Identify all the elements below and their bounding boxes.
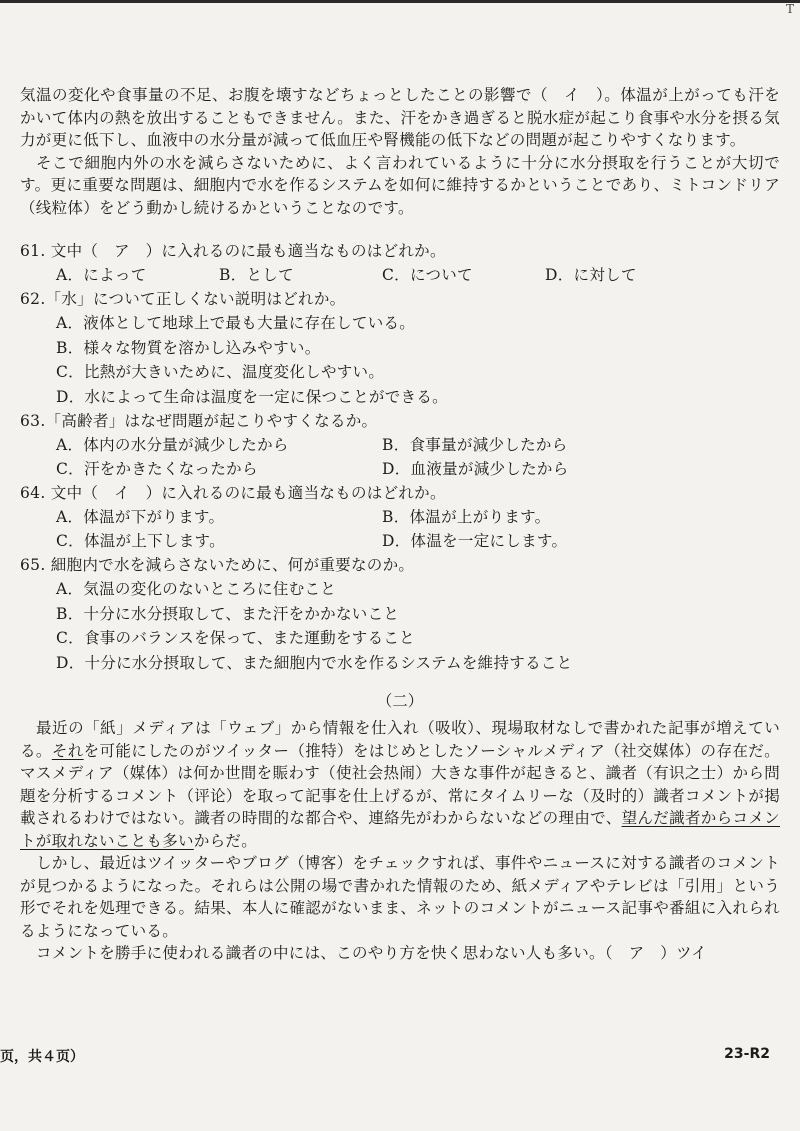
question-64-options-row-2 [20, 529, 780, 553]
question-63-option-c[interactable]: C．汗をかきたくなったから [56, 460, 258, 478]
question-63-option-a[interactable]: A．体内の水分量が減少したから [56, 436, 289, 454]
passage2-paragraph-3: コメントを勝手に使われる識者の中には、このやり方を快く思わない人も多い。（ ア ）ツイ [36, 944, 707, 962]
question-61-option-d[interactable]: D．に対して [545, 266, 637, 284]
question-61-option-a[interactable]: A．によって [56, 266, 147, 284]
question-64-stem: 64. 文中（ イ ）に入れるのに最も適当なものはどれか。 [20, 484, 446, 502]
question-64-option-b[interactable]: B．体温が上がります。 [382, 508, 551, 526]
scan-top-edge [0, 0, 800, 3]
question-63-option-d[interactable]: D．血液量が減少したから [382, 460, 569, 478]
question-64-options-row-1 [20, 505, 780, 529]
question-62-option-d[interactable]: D．水によって生命は温度を一定に保つことができる。 [56, 387, 448, 406]
footer-exam-code: 23-R2 [724, 1046, 770, 1062]
passage2-paragraph-2: しかし、最近はツイッターやブログ（博客）をチェックすれば、事件やニュースに対する識者のコメントが見つかるようになった。それらは公開の場で書かれた情報のため、紙メディアやテレビは「引用」という形でそれを処理できる。結果、本人に確認がないまま、ネットのコメントがニュース記事や番組に入れられるようになっている。 [20, 854, 780, 940]
question-65-option-a[interactable]: A．気温の変化のないところに住むこと [56, 580, 337, 598]
question-63-options-row-2 [20, 457, 780, 481]
exam-page [20, 84, 780, 965]
passage2-text-b: を可能にしたのがツイッター（推特）をはじめとしたソーシャルメディア（社交媒体）の存在だ。マスメディア（媒体）は何か世間を賑わす（使社会热闹）大きな事件が起きると、識者（有识之士）から問題を分析するコメント（评论）を取って記事を仕上げるが、常にタイムリーな（及时的）識者コメントが掲載されるわけではない。識者の時間的な都合や、連絡先がわからないなどの理由で、 [20, 741, 780, 827]
question-62-option-c[interactable]: C．比熱が大きいために、温度変化しやすい。 [56, 363, 385, 381]
question-64-option-d[interactable]: D．体温を一定にします。 [382, 532, 568, 550]
underlined-phrase: 望んだ識者からコメントが取れないことも多い [20, 809, 780, 850]
underlined-sore: それ [51, 741, 84, 760]
passage2-paragraph-1 [20, 717, 780, 852]
question-63-options-row-1 [20, 433, 780, 457]
question-65-option-c[interactable]: C．食事のバランスを保って、また運動をすること [56, 629, 415, 647]
question-61-options [20, 263, 780, 287]
question-65-option-b[interactable]: B．十分に水分摂取して、また汗をかかないこと [56, 604, 400, 623]
passage2-text-a: 最近の「紙」メディアは「ウェブ」から情報を仕入れ（吸收）、現場取材なしで書かれた記事が増えている。 [20, 719, 780, 760]
question-65-option-d[interactable]: D．十分に水分摂取して、また細胞内で水を作るシステムを維持すること [56, 653, 573, 672]
question-62-option-a[interactable]: A．液体として地球上で最も大量に存在している。 [56, 314, 416, 332]
question-62-option-b[interactable]: B．様々な物質を溶かし込みやすい。 [56, 338, 321, 357]
question-64-option-a[interactable]: A．体温が下がります。 [56, 508, 225, 526]
question-63-stem: 63.「高齢者」はなぜ問題が起こりやすくなるか。 [20, 412, 378, 430]
passage2-text-c: からだ。 [193, 831, 258, 850]
corner-mark: T [785, 2, 794, 16]
question-64-option-c[interactable]: C．体温が上下します。 [56, 532, 225, 550]
question-65-stem: 65. 細胞内で水を減らさないために、何が重要なのか。 [20, 556, 415, 574]
question-63-option-b[interactable]: B．食事量が減少したから [382, 436, 568, 454]
question-62-stem: 62.「水」について正しくない説明はどれか。 [20, 290, 346, 308]
question-61-option-c[interactable]: C．について [382, 266, 473, 284]
footer-page-info: 页，共４页） [0, 1049, 84, 1065]
section-2-title: （二） [376, 692, 424, 710]
question-61-option-b[interactable]: B．として [219, 266, 294, 284]
passage1-paragraph-2: そこで細胞内外の水を減らさないために、よく言われているように十分に水分摂取を行うことが大切です。更に重要な問題は、細胞内で水を作るシステムを如何に維持するかということであり、ミトコンドリア（线粒体）をどう動かし続けるかということなのです。 [20, 153, 780, 217]
passage1-paragraph-1: 気温の変化や食事量の不足、お腹を壊すなどちょっとしたことの影響で（ イ ）。体温が上がっても汗をかいて体内の熱を放出することもできません。また、汗をかき過ぎると脱水症が起こり食事や水分を摂る気力が更に低下し、血液中の水分量が減って低血圧や腎機能の低下などの問題が起こりやすくなります。 [20, 86, 780, 149]
question-61-stem: 61. 文中（ ア ）に入れるのに最も適当なものはどれか。 [20, 242, 446, 260]
